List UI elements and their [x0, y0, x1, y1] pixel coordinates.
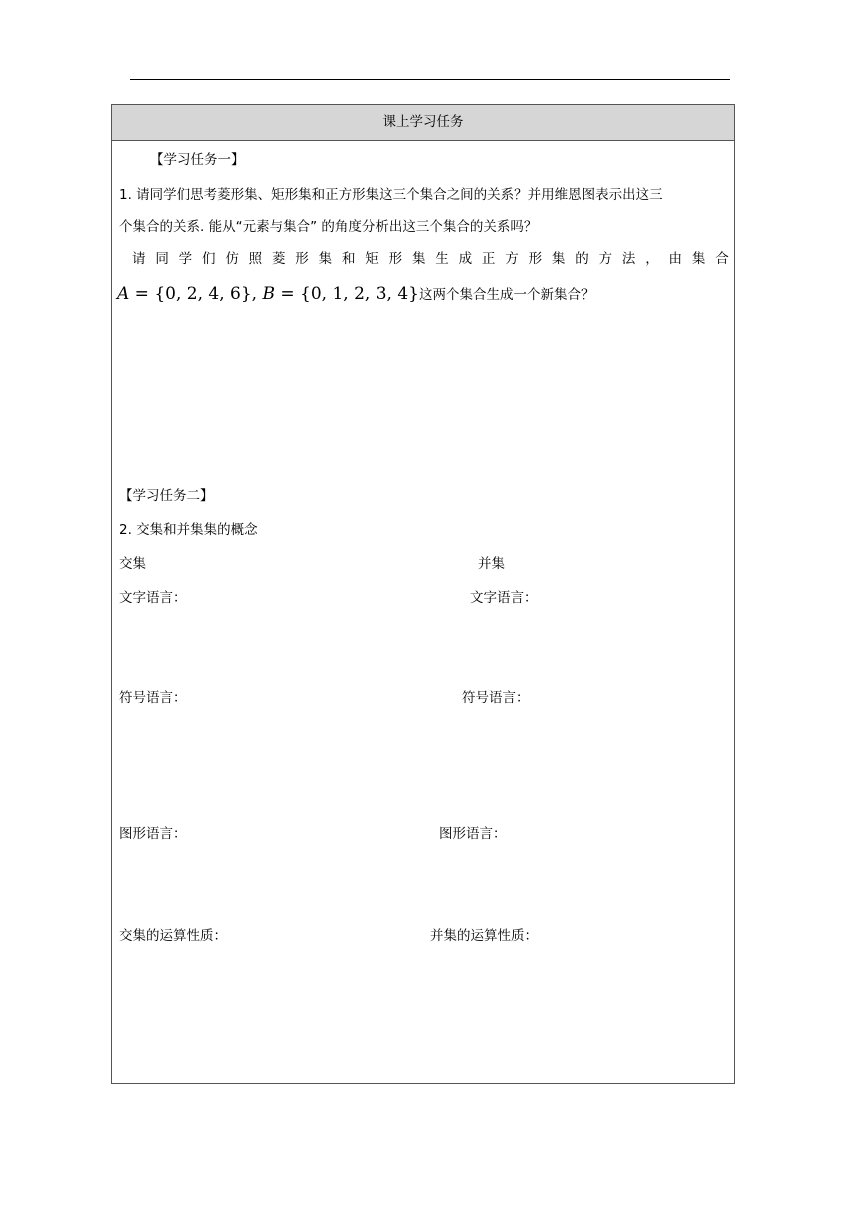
table-header: 课上学习任务 — [112, 105, 734, 141]
task1-q2-char: 学 — [178, 251, 193, 267]
union-properties: 并集的运算性质： — [430, 928, 538, 944]
task1-q2-char: 形 — [295, 251, 309, 267]
task1-q2-char: 成 — [458, 251, 473, 267]
intersection-text-language: 文字语言： — [119, 590, 187, 606]
task1-q2-char: 同 — [155, 251, 169, 267]
task1-q2-char: 集 — [411, 251, 426, 267]
task1-q2-char: 方 — [505, 251, 519, 267]
task1-q2-char: 形 — [388, 251, 403, 267]
union-graph-language: 图形语言： — [439, 826, 507, 842]
set-b-var: B — [262, 284, 275, 304]
set-a-elements: = {0, 2, 4, 6}, — [129, 284, 263, 304]
task1-q2-char: 正 — [481, 251, 496, 267]
intersection-symbol-language: 符号语言： — [119, 690, 187, 706]
task2-heading: 【学习任务二】 — [119, 488, 214, 504]
task1-q2-char: 菱 — [271, 251, 286, 267]
task1-q2-char: 的 — [575, 251, 589, 267]
task1-q2-tail: 这两个集合生成一个新集合？ — [418, 287, 595, 303]
task1-q2-char: ， — [645, 251, 659, 267]
task1-q2-char: 形 — [528, 251, 543, 267]
task1-q2-line1 — [132, 250, 729, 268]
task1-q1-line2: 个集合的关系. 能从“元素与集合” 的角度分析出这三个集合的关系吗？ — [119, 219, 538, 235]
task1-heading: 【学习任务一】 — [150, 152, 245, 168]
task1-q2-char: 矩 — [365, 251, 379, 267]
task1-q2-char: 照 — [248, 251, 263, 267]
task1-q2-char: 法 — [621, 251, 636, 267]
task1-q2-char: 们 — [201, 251, 216, 267]
task1-q2-char: 仿 — [225, 251, 239, 267]
task1-q2-char: 合 — [715, 251, 729, 267]
intersection-properties: 交集的运算性质： — [119, 928, 227, 944]
task1-q2-char: 和 — [341, 251, 356, 267]
task1-q2-char: 集 — [551, 251, 566, 267]
union-symbol-language: 符号语言： — [462, 690, 530, 706]
task1-q2-char: 集 — [318, 251, 333, 267]
header-rule — [130, 79, 730, 80]
union-title: 并集 — [478, 556, 505, 572]
task1-q2-char: 请 — [132, 251, 146, 267]
task1-q2-char: 生 — [435, 251, 449, 267]
task2-question: 2. 交集和并集集的概念 — [119, 522, 258, 538]
set-a-var: A — [117, 284, 130, 304]
task1-q2-char: 由 — [668, 251, 683, 267]
set-definition-formula — [117, 284, 419, 304]
set-b-elements: = {0, 1, 2, 3, 4} — [274, 284, 419, 304]
task1-q2-char: 集 — [691, 251, 706, 267]
task1-q2-char: 方 — [598, 251, 613, 267]
task1-q1-line1: 1. 请同学们思考菱形集、矩形集和正方形集这三个集合之间的关系？并用维恩图表示出这三 — [119, 187, 663, 203]
intersection-title: 交集 — [119, 556, 146, 572]
task1-q2-line2 — [117, 285, 594, 304]
learning-task-table — [111, 104, 735, 1084]
union-text-language: 文字语言： — [470, 590, 538, 606]
intersection-graph-language: 图形语言： — [119, 826, 187, 842]
